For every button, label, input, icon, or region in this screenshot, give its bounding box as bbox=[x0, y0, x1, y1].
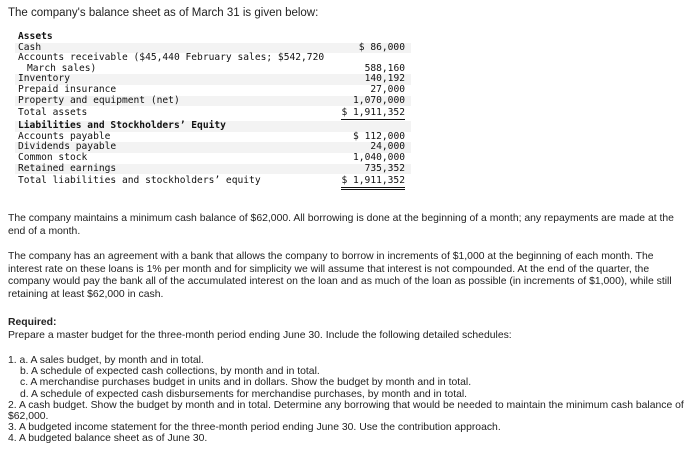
dividends-payable-label: Dividends payable bbox=[18, 141, 117, 153]
dividends-payable-value: 24,000 bbox=[370, 141, 405, 153]
common-stock-row bbox=[15, 153, 411, 164]
ppe-value: 1,070,000 bbox=[353, 94, 405, 106]
required-heading: Required: bbox=[8, 317, 57, 328]
assets-heading-row bbox=[15, 32, 411, 43]
accounts-receivable-row bbox=[15, 53, 411, 74]
prepaid-insurance-value: 27,000 bbox=[370, 83, 405, 95]
total-liabilities-equity-row bbox=[15, 174, 411, 189]
intro-text: The company's balance sheet as of March 31 is given below: bbox=[8, 7, 319, 19]
total-liabilities-equity-value: $ 1,911,352 bbox=[341, 176, 405, 190]
list-item-1b: b. A schedule of expected cash collections, by month and in total. bbox=[20, 366, 320, 378]
cash-value: $ 86,000 bbox=[358, 41, 405, 53]
accounts-payable-value: $ 112,000 bbox=[353, 130, 405, 142]
retained-earnings-label: Retained earnings bbox=[18, 162, 117, 174]
accounts-receivable-label-cont: March sales) bbox=[27, 62, 97, 74]
total-assets-row bbox=[15, 106, 411, 121]
schedule-list bbox=[8, 355, 690, 445]
min-cash-paragraph: The company maintains a minimum cash balance of $62,000. All borrowing is done at the beginning of a month; any repayments are made at the end of a month. bbox=[8, 213, 674, 237]
cash-label: Cash bbox=[18, 41, 42, 53]
total-liabilities-equity-label: Total liabilities and stockholders’ equity bbox=[18, 175, 261, 187]
total-assets-label: Total assets bbox=[18, 107, 88, 119]
accounts-receivable-label: Accounts receivable ($45,440 February sales; $542,720 bbox=[18, 52, 325, 64]
retained-earnings-row bbox=[15, 164, 411, 175]
ppe-row bbox=[15, 96, 411, 107]
common-stock-value: 1,040,000 bbox=[353, 151, 405, 163]
list-item-1d: d. A schedule of expected cash disbursements for merchandise purchases, by month and in total. bbox=[20, 388, 468, 400]
bank-agreement-paragraph: The company has an agreement with a bank that allows the company to borrow in increments of $1,000 at the beginning of each month. The interest rate on these loans is 1% per month and for simplicity we will assume that interest is not compounded. At the end of the quarter, the company would pay the bank all of the accumulated interest on the loan and as much of the loan as possible (in increments of $1,000), while still retaining at least $62,000 in cash. bbox=[8, 251, 672, 300]
accounts-receivable-value: 588,160 bbox=[364, 62, 405, 74]
common-stock-label: Common stock bbox=[18, 151, 88, 163]
required-section bbox=[8, 317, 690, 342]
inventory-value: 140,192 bbox=[364, 73, 405, 85]
ppe-label: Property and equipment (net) bbox=[18, 94, 180, 106]
list-item-4: 4. A budgeted balance sheet as of June 30. bbox=[8, 433, 208, 445]
total-assets-value: $ 1,911,352 bbox=[341, 108, 405, 122]
list-item-1a: 1. a. A sales budget, by month and in total. bbox=[8, 355, 204, 366]
balance-sheet-table bbox=[15, 32, 411, 189]
assets-heading: Assets bbox=[18, 31, 53, 42]
required-text: Prepare a master budget for the three-month period ending June 30. Include the following detailed schedules: bbox=[8, 329, 512, 341]
list-item-2: 2. A cash budget. Show the budget by month and in total. Determine any borrowing that would be needed to maintain the minimum cash balance of $62,000. bbox=[8, 399, 684, 423]
liabilities-heading: Liabilities and Stockholders’ Equity bbox=[18, 120, 226, 132]
accounts-payable-label: Accounts payable bbox=[18, 130, 111, 142]
retained-earnings-value: 735,352 bbox=[364, 162, 405, 174]
list-item-1c: c. A merchandise purchases budget in units and in dollars. Show the budget by month and in total. bbox=[20, 377, 472, 389]
list-item-3: 3. A budgeted income statement for the three-month period ending June 30. Use the contribution approach. bbox=[8, 422, 501, 434]
prepaid-insurance-row bbox=[15, 85, 411, 96]
prepaid-insurance-label: Prepaid insurance bbox=[18, 83, 117, 95]
inventory-label: Inventory bbox=[18, 73, 70, 85]
